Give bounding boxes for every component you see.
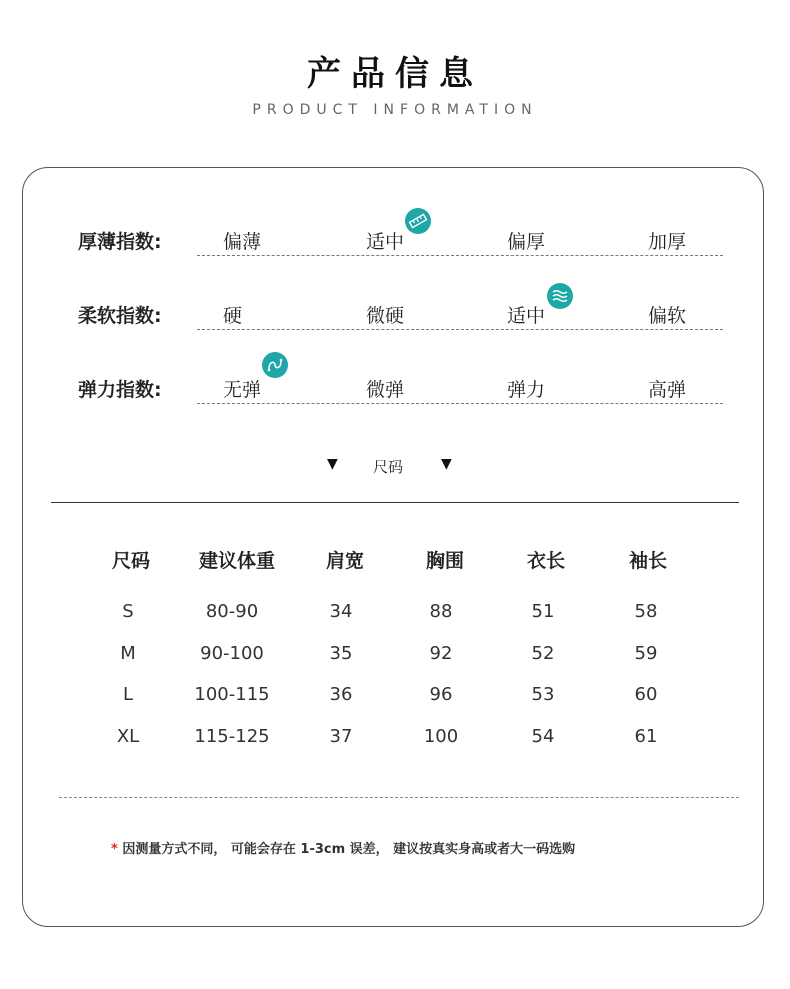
measurement-note xyxy=(111,838,575,857)
note-divider xyxy=(59,797,739,798)
table-cell: 54 xyxy=(531,726,555,747)
table-cell: 51 xyxy=(531,601,555,622)
table-cell: 80-90 xyxy=(205,601,259,622)
table-cell: 90-100 xyxy=(200,643,264,664)
table-cell: 60 xyxy=(634,684,658,705)
size-divider xyxy=(51,502,739,503)
table-header-sleeve: 袖长 xyxy=(628,550,668,572)
table-cell: 100-115 xyxy=(194,684,270,705)
table-cell: 88 xyxy=(429,601,453,622)
table-cell: M xyxy=(120,643,136,664)
triangle-down-icon: ▼ xyxy=(327,456,338,472)
table-cell: 35 xyxy=(329,643,353,664)
table-header-length: 衣长 xyxy=(526,550,566,572)
note-star: * xyxy=(111,842,118,857)
page-subtitle: PRODUCT INFORMATION xyxy=(252,102,538,118)
table-cell: 59 xyxy=(634,643,658,664)
table-cell: 115-125 xyxy=(194,726,270,747)
table-header-chest: 胸围 xyxy=(425,550,465,572)
table-cell: 100 xyxy=(423,726,459,747)
size-section-header xyxy=(0,456,790,476)
table-cell: L xyxy=(122,684,134,705)
elasticity-option-high: 高弹 xyxy=(648,379,687,401)
elasticity-option-elastic: 弹力 xyxy=(507,379,546,401)
note-text: 因测量方式不同， 可能会存在 1-3cm 误差， 建议按真实身高或者大一码选购 xyxy=(122,842,576,857)
table-cell: 37 xyxy=(329,726,353,747)
table-cell: S xyxy=(122,601,134,622)
table-cell: 52 xyxy=(531,643,555,664)
softness-divider xyxy=(197,329,723,330)
ruler-icon xyxy=(405,208,431,234)
elasticity-index-label: 弹力指数: xyxy=(78,379,162,401)
table-cell: XL xyxy=(116,726,140,747)
thickness-option-thick: 偏厚 xyxy=(507,231,546,253)
size-section-label: 尺码 xyxy=(373,458,404,476)
table-header-weight: 建议体重 xyxy=(198,550,276,572)
spring-icon xyxy=(262,352,288,378)
softness-index-label: 柔软指数: xyxy=(78,305,162,327)
softness-option-hard: 硬 xyxy=(223,305,243,327)
table-cell: 92 xyxy=(429,643,453,664)
elasticity-option-none: 无弹 xyxy=(223,379,262,401)
thickness-divider xyxy=(197,255,723,256)
triangle-down-icon: ▼ xyxy=(441,456,452,472)
table-cell: 53 xyxy=(531,684,555,705)
table-cell: 34 xyxy=(329,601,353,622)
table-cell: 58 xyxy=(634,601,658,622)
elasticity-divider xyxy=(197,403,723,404)
softness-option-soft: 偏软 xyxy=(648,305,687,327)
wave-icon xyxy=(547,283,573,309)
table-header-shoulder: 肩宽 xyxy=(325,550,365,572)
table-cell: 61 xyxy=(634,726,658,747)
thickness-option-extra-thick: 加厚 xyxy=(648,231,687,253)
page-title: 产品信息 xyxy=(307,54,483,94)
thickness-option-thin: 偏薄 xyxy=(223,231,262,253)
thickness-index-label: 厚薄指数: xyxy=(78,231,162,253)
table-cell: 36 xyxy=(329,684,353,705)
thickness-option-medium: 适中 xyxy=(366,231,405,253)
elasticity-option-slight: 微弹 xyxy=(366,379,405,401)
table-cell: 96 xyxy=(429,684,453,705)
softness-option-slightly-hard: 微硬 xyxy=(366,305,405,327)
softness-option-medium: 适中 xyxy=(507,305,546,327)
table-header-size: 尺码 xyxy=(111,550,151,572)
